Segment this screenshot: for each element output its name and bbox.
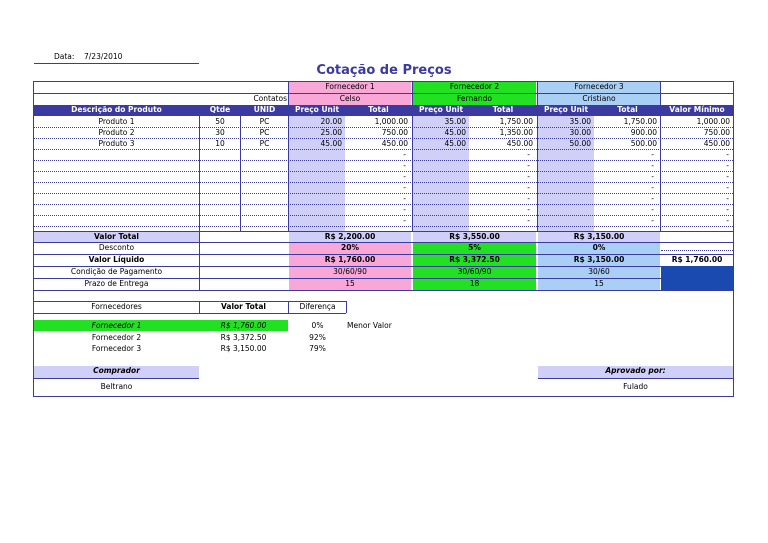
cmp-diff: 92% (309, 333, 326, 342)
cmp-name: Fornecedor 2 (91, 333, 142, 342)
product-qtde: 50 (215, 117, 225, 126)
cmp-col-fornecedores: Fornecedores (91, 302, 142, 311)
supplier-3-name: Fornecedor 3 (538, 82, 660, 93)
empty-total-2: - (527, 150, 530, 159)
empty-total-2: - (527, 205, 530, 214)
condicao-3: 30/60 (538, 267, 660, 278)
valor-liquido-2: R$ 3,372.50 (413, 255, 536, 266)
supplier-2-price: 35.00 (444, 117, 466, 126)
valor-liquido-label: Valor Líquido (88, 255, 145, 264)
col-valor-minimo: Valor Mínimo (661, 105, 733, 116)
product-qtde: 10 (215, 139, 225, 148)
cmp-name: Fornecedor 1 (91, 321, 142, 330)
empty-total-1: - (403, 150, 406, 159)
supplier-3-total: 900.00 (630, 128, 657, 137)
condicao-2: 30/60/90 (413, 267, 536, 278)
prazo-3: 15 (538, 279, 660, 290)
valor-liquido-1: R$ 1,760.00 (289, 255, 411, 266)
empty-minimo: - (726, 216, 729, 225)
cmp-value: R$ 3,150.00 (220, 344, 267, 353)
empty-total-1: - (403, 216, 406, 225)
empty-total-3: - (651, 205, 654, 214)
col-preco-unit-2: Preço Unit (413, 105, 469, 116)
cmp-value: R$ 1,760.00 (220, 321, 267, 330)
desconto-1: 20% (289, 243, 411, 254)
supplier-2-contact: Fernando (413, 94, 536, 105)
supplier-2-total: 450.00 (506, 139, 533, 148)
date-value: 7/23/2010 (84, 52, 123, 61)
col-preco-unit-3: Preço Unit (538, 105, 594, 116)
supplier-3-contact: Cristiano (538, 94, 660, 105)
empty-minimo: - (726, 194, 729, 203)
supplier-1-total: 1,000.00 (374, 117, 408, 126)
product-unid: PC (259, 128, 270, 137)
desconto-2: 5% (413, 243, 536, 254)
aprovado-label: Aprovado por: (538, 366, 733, 378)
cmp-diff: 79% (309, 344, 326, 353)
prazo-2: 18 (413, 279, 536, 290)
valor-total-2: R$ 3,550.00 (413, 232, 536, 243)
supplier-3-total: 500.00 (630, 139, 657, 148)
empty-total-1: - (403, 194, 406, 203)
empty-total-1: - (403, 161, 406, 170)
empty-total-2: - (527, 172, 530, 181)
valor-total-1: R$ 2,200.00 (289, 232, 411, 243)
cmp-diff: 0% (311, 321, 324, 330)
product-name: Produto 1 (98, 117, 135, 126)
supplier-3-price: 50.00 (569, 139, 591, 148)
empty-total-2: - (527, 194, 530, 203)
empty-total-2: - (527, 183, 530, 192)
supplier-1-total: 450.00 (381, 139, 408, 148)
supplier-1-price: 25.00 (320, 128, 342, 137)
cmp-note: Menor Valor (347, 321, 392, 330)
product-unid: PC (259, 139, 270, 148)
empty-total-2: - (527, 216, 530, 225)
valor-minimo: 450.00 (703, 139, 730, 148)
empty-total-1: - (403, 205, 406, 214)
cmp-name: Fornecedor 3 (91, 344, 142, 353)
supplier-3-price: 30.00 (569, 128, 591, 137)
supplier-1-total: 750.00 (381, 128, 408, 137)
valor-total-3: R$ 3,150.00 (538, 232, 660, 243)
comprador-label: Comprador (34, 366, 199, 378)
valor-liquido-3: R$ 3,150.00 (538, 255, 660, 266)
col-preco-unit-1: Preço Unit (289, 105, 345, 116)
desconto-3: 0% (538, 243, 660, 254)
empty-minimo: - (726, 205, 729, 214)
supplier-2-total: 1,350.00 (499, 128, 533, 137)
empty-total-3: - (651, 194, 654, 203)
cmp-value: R$ 3,372.50 (220, 333, 267, 342)
supplier-3-total: 1,750.00 (623, 117, 657, 126)
empty-total-3: - (651, 183, 654, 192)
col-descricao: Descrição do Produto (34, 105, 199, 116)
prazo-label: Prazo de Entrega (84, 279, 149, 288)
supplier-1-price: 45.00 (320, 139, 342, 148)
empty-total-1: - (403, 172, 406, 181)
aprovado-name: Fulado (623, 382, 648, 391)
empty-total-3: - (651, 216, 654, 225)
supplier-2-total: 1,750.00 (499, 117, 533, 126)
empty-minimo: - (726, 183, 729, 192)
empty-total-1: - (403, 183, 406, 192)
supplier-1-contact: Celso (289, 94, 411, 105)
product-unid: PC (259, 117, 270, 126)
empty-total-3: - (651, 161, 654, 170)
product-name: Produto 2 (98, 128, 135, 137)
product-qtde: 30 (215, 128, 225, 137)
empty-minimo: - (726, 172, 729, 181)
product-name: Produto 3 (98, 139, 135, 148)
supplier-2-name: Fornecedor 2 (413, 82, 536, 93)
prazo-1: 15 (289, 279, 411, 290)
empty-minimo: - (726, 150, 729, 159)
cmp-col-diferenca: Diferença (299, 302, 336, 311)
col-qtde: Qtde (200, 105, 240, 116)
valor-minimo: 1,000.00 (696, 117, 730, 126)
desconto-label: Desconto (98, 243, 135, 252)
supplier-1-price: 20.00 (320, 117, 342, 126)
supplier-2-price: 45.00 (444, 139, 466, 148)
col-total-2: Total (470, 105, 536, 116)
comprador-name: Beltrano (100, 382, 133, 391)
col-unid: UNID (241, 105, 288, 116)
col-total-1: Total (346, 105, 411, 116)
contacts-label: Contatos (253, 94, 287, 103)
empty-total-3: - (651, 150, 654, 159)
condicao-1: 30/60/90 (289, 267, 411, 278)
cmp-col-valor-total: Valor Total (221, 302, 266, 311)
empty-total-2: - (527, 161, 530, 170)
condicao-label: Condição de Pagamento (70, 267, 163, 276)
valor-liquido-min: R$ 1,760.00 (671, 255, 723, 264)
valor-total-label: Valor Total (94, 232, 139, 241)
valor-minimo: 750.00 (703, 128, 730, 137)
empty-minimo: - (726, 161, 729, 170)
date-label: Data: (54, 52, 75, 61)
col-total-3: Total (595, 105, 660, 116)
empty-total-3: - (651, 172, 654, 181)
supplier-2-price: 45.00 (444, 128, 466, 137)
supplier-1-name: Fornecedor 1 (289, 82, 411, 93)
supplier-3-price: 35.00 (569, 117, 591, 126)
page-title: Cotação de Preços (316, 63, 452, 78)
